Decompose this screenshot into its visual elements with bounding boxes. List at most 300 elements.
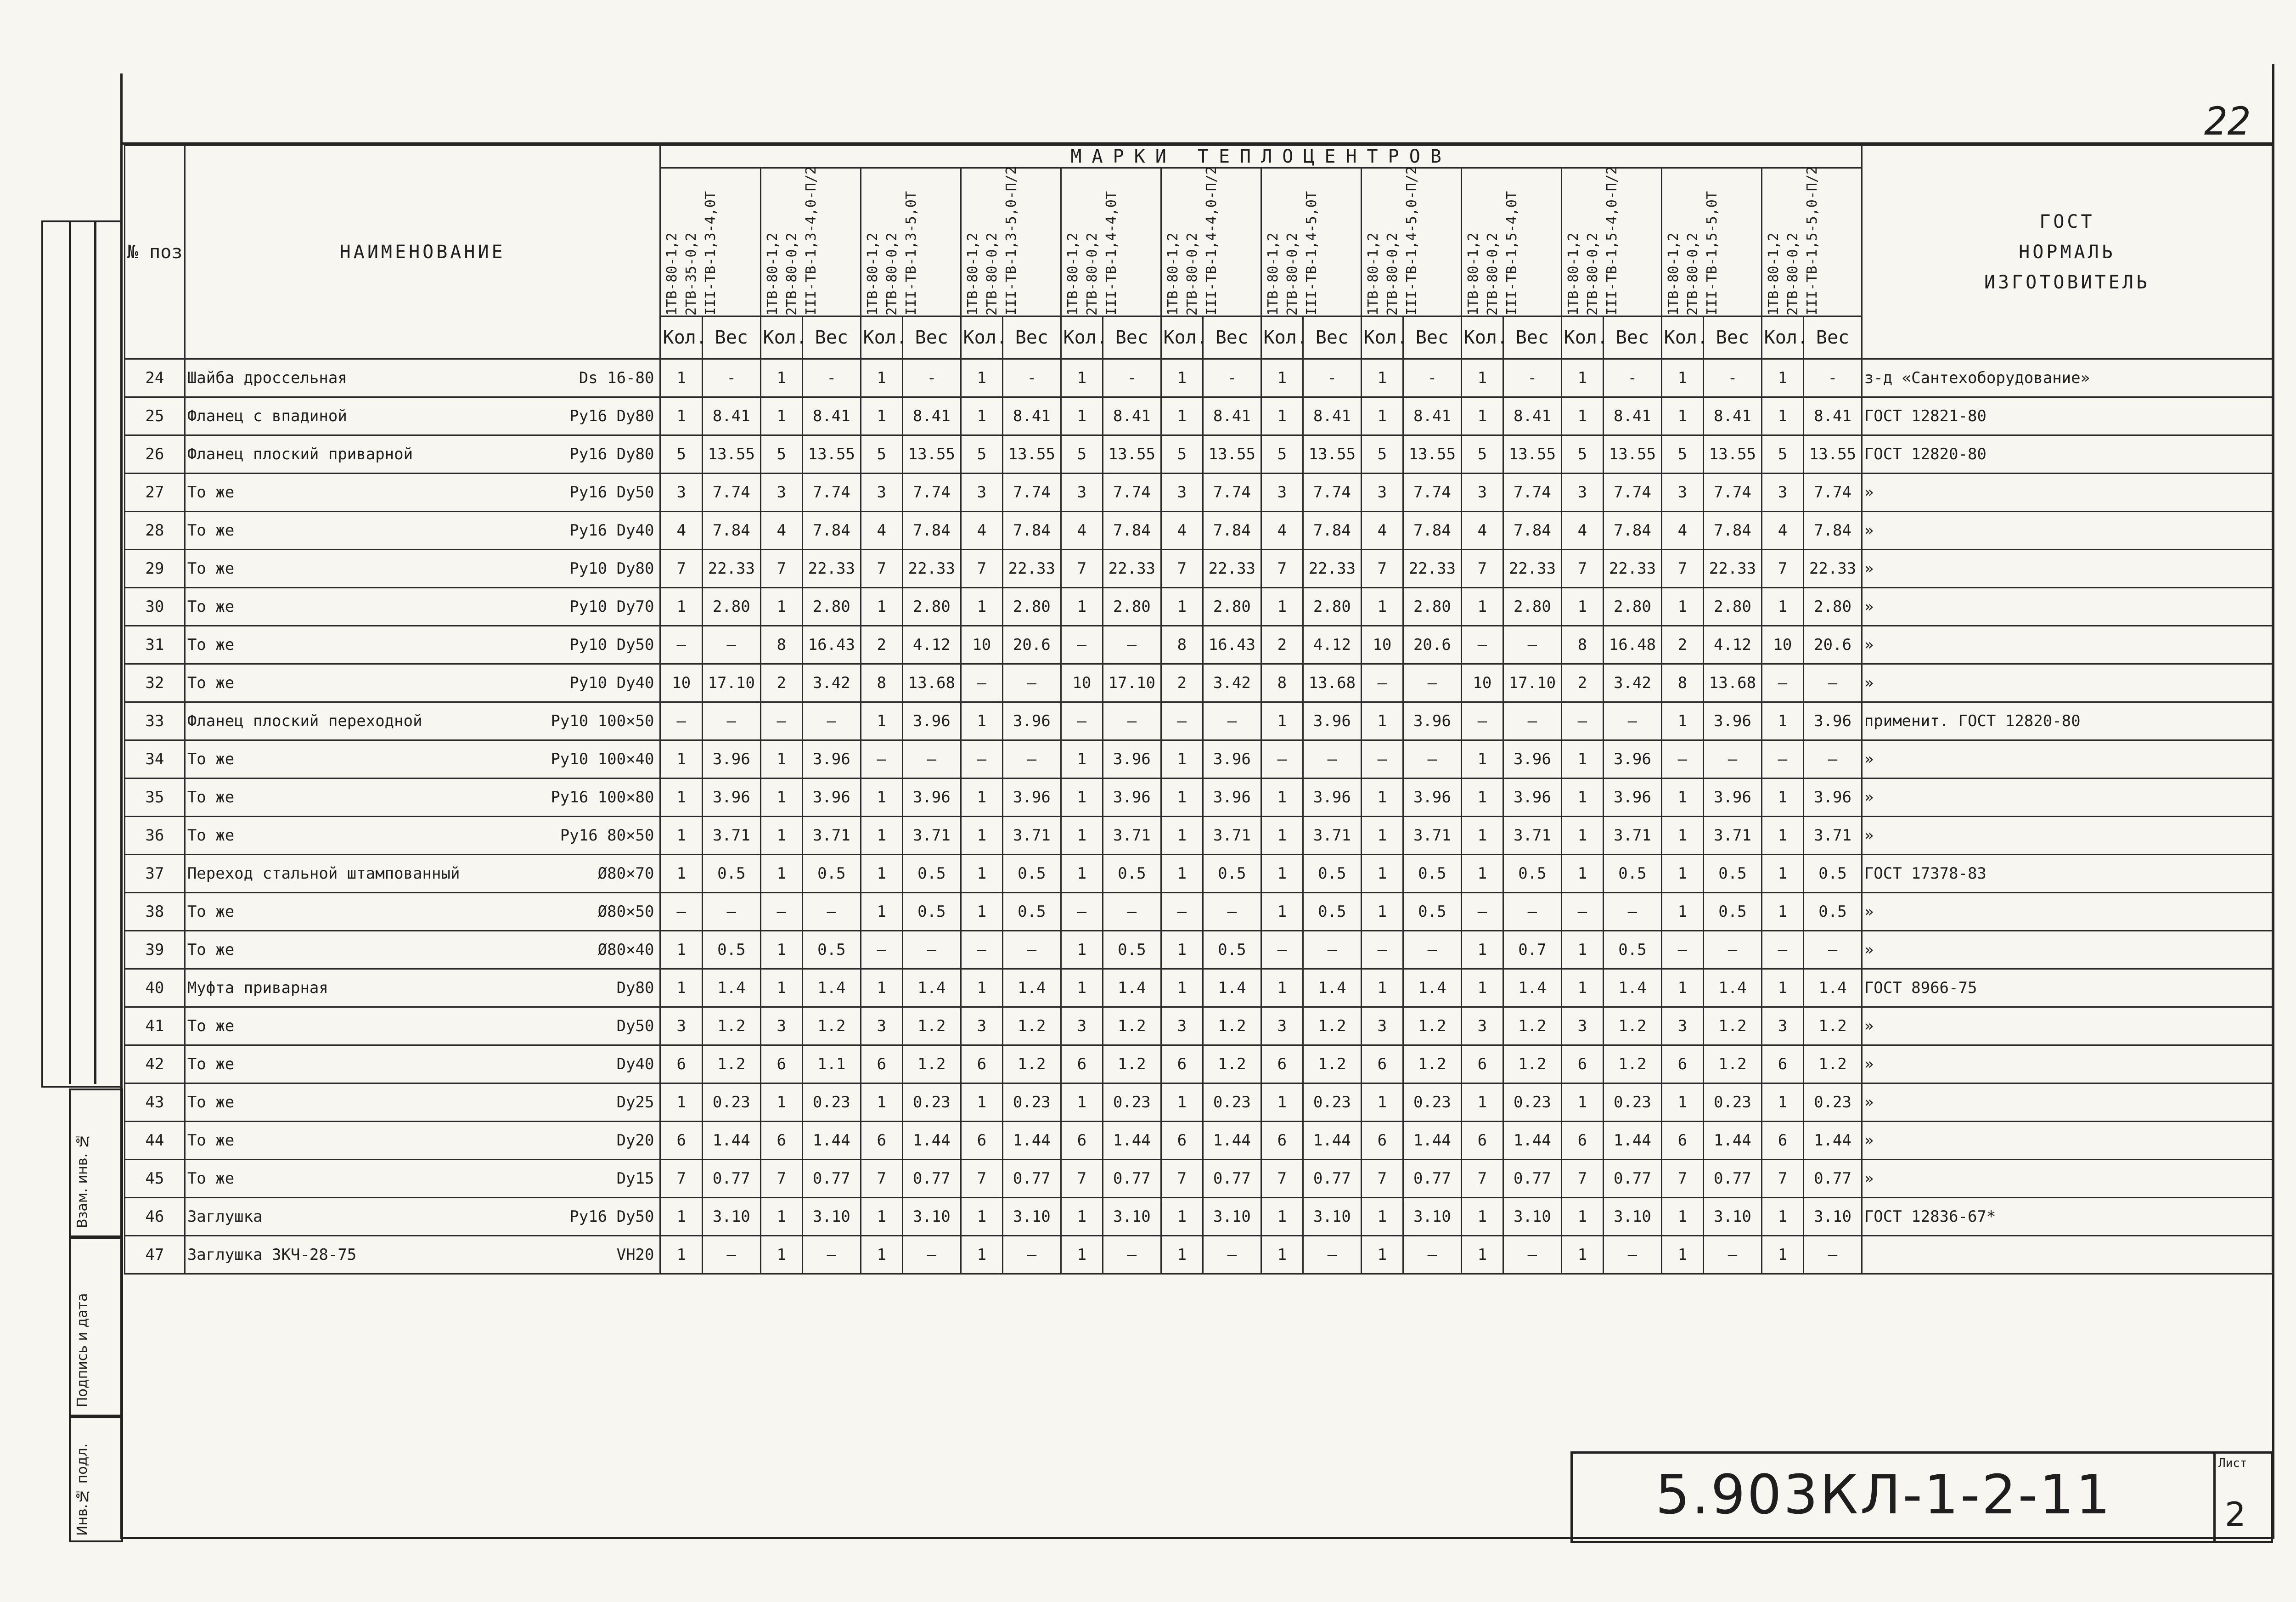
weight-cell: — xyxy=(703,893,760,931)
header-qty: Кол. xyxy=(660,316,703,359)
row-name-cell xyxy=(185,1122,660,1160)
header-mark-column xyxy=(1261,168,1361,316)
weight-cell: 0.5 xyxy=(1804,855,1862,893)
weight-cell: 3.42 xyxy=(1604,664,1661,702)
row-position-number: 40 xyxy=(125,969,185,1007)
weight-cell: 0.23 xyxy=(1604,1083,1661,1122)
qty-cell: 1 xyxy=(1161,359,1203,397)
weight-cell: 8.41 xyxy=(703,397,760,435)
mark-label: III-ТВ-1,5-4,0-П/2 xyxy=(1604,166,1620,316)
qty-cell: 7 xyxy=(961,1160,1003,1198)
weight-cell: 1.2 xyxy=(1003,1045,1061,1083)
weight-cell: 3.96 xyxy=(1604,740,1661,778)
weight-cell: 0.77 xyxy=(1103,1160,1161,1198)
weight-cell: 1.2 xyxy=(803,1007,861,1045)
qty-cell: 1 xyxy=(660,588,703,626)
weight-cell: 3.96 xyxy=(803,740,861,778)
header-mark-column xyxy=(1561,168,1661,316)
qty-cell: 7 xyxy=(861,550,903,588)
weight-cell: 1.2 xyxy=(1503,1007,1561,1045)
weight-cell: 7.84 xyxy=(1403,512,1461,550)
weight-cell: 0.5 xyxy=(1704,855,1761,893)
qty-cell: 6 xyxy=(760,1122,803,1160)
header-qty: Кол. xyxy=(961,316,1003,359)
qty-cell: 1 xyxy=(1461,359,1503,397)
mark-label: 1ТВ-80-1,2 xyxy=(664,232,681,316)
weight-cell: — xyxy=(1103,702,1161,740)
weight-cell: 1.44 xyxy=(1403,1122,1461,1160)
weight-cell: 0.23 xyxy=(703,1083,760,1122)
sheet-box xyxy=(2213,1454,2271,1541)
weight-cell: 1.4 xyxy=(1303,969,1361,1007)
header-weight: Вес xyxy=(703,316,760,359)
table-row xyxy=(125,931,2273,969)
row-name: То же xyxy=(187,521,235,540)
row-name: То же xyxy=(187,826,235,845)
row-spec: Dy20 xyxy=(616,1131,654,1150)
qty-cell: — xyxy=(1461,893,1503,931)
qty-cell: 4 xyxy=(861,512,903,550)
weight-cell: - xyxy=(1804,359,1862,397)
qty-cell: 10 xyxy=(1361,626,1403,664)
qty-cell: 7 xyxy=(1361,1160,1403,1198)
qty-cell: — xyxy=(1361,740,1403,778)
qty-cell: 1 xyxy=(1061,817,1103,855)
qty-cell: 1 xyxy=(1061,1236,1103,1274)
row-spec: Dy15 xyxy=(616,1169,654,1188)
qty-cell: 1 xyxy=(1161,931,1203,969)
weight-cell: 0.77 xyxy=(1403,1160,1461,1198)
qty-cell: 1 xyxy=(1061,740,1103,778)
qty-cell: — xyxy=(760,702,803,740)
qty-cell: 6 xyxy=(760,1045,803,1083)
qty-cell: 1 xyxy=(1361,397,1403,435)
weight-cell: 0.5 xyxy=(1103,855,1161,893)
row-name-cell xyxy=(185,1007,660,1045)
row-position-number: 33 xyxy=(125,702,185,740)
weight-cell: 1.4 xyxy=(1203,969,1261,1007)
qty-cell: 1 xyxy=(961,359,1003,397)
table-row xyxy=(125,969,2273,1007)
weight-cell: 8.41 xyxy=(903,397,961,435)
header-qty: Кол. xyxy=(1361,316,1403,359)
qty-cell: 1 xyxy=(961,702,1003,740)
qty-cell: 3 xyxy=(1261,1007,1303,1045)
qty-cell: 1 xyxy=(861,893,903,931)
qty-cell: 7 xyxy=(1261,550,1303,588)
weight-cell: 3.10 xyxy=(1804,1198,1862,1236)
weight-cell: — xyxy=(703,626,760,664)
qty-cell: 1 xyxy=(1661,397,1704,435)
qty-cell: 1 xyxy=(961,855,1003,893)
weight-cell: 2.80 xyxy=(703,588,760,626)
row-position-number: 28 xyxy=(125,512,185,550)
mark-label-stack xyxy=(963,166,1025,316)
qty-cell: 1 xyxy=(1361,778,1403,817)
weight-cell: 22.33 xyxy=(1303,550,1361,588)
row-gost: ГОСТ 17378-83 xyxy=(1862,855,2272,893)
qty-cell: 1 xyxy=(1261,817,1303,855)
row-name: То же xyxy=(187,1055,235,1073)
qty-cell: 1 xyxy=(861,359,903,397)
table-row xyxy=(125,359,2273,397)
weight-cell: 13.68 xyxy=(1704,664,1761,702)
qty-cell: 1 xyxy=(1461,969,1503,1007)
header-weight: Вес xyxy=(1604,316,1661,359)
weight-cell: — xyxy=(1303,740,1361,778)
qty-cell: 3 xyxy=(1761,1007,1804,1045)
qty-cell: 2 xyxy=(1661,626,1704,664)
weight-cell: 3.71 xyxy=(1203,817,1261,855)
row-gost: » xyxy=(1862,931,2272,969)
weight-cell: 3.96 xyxy=(1203,740,1261,778)
document-code: 5.903КЛ-1-2-11 xyxy=(1655,1463,2112,1526)
header-qty: Кол. xyxy=(1561,316,1604,359)
weight-cell: - xyxy=(1704,359,1761,397)
weight-cell: 1.2 xyxy=(1704,1007,1761,1045)
qty-cell: 5 xyxy=(660,435,703,474)
weight-cell: 8.41 xyxy=(1203,397,1261,435)
row-spec: Ø80×70 xyxy=(597,864,654,883)
specification-body xyxy=(125,359,2273,1312)
weight-cell: 0.23 xyxy=(1503,1083,1561,1122)
qty-cell: 3 xyxy=(1161,474,1203,512)
row-spec: Py10 100×50 xyxy=(551,712,654,730)
header-weight: Вес xyxy=(803,316,861,359)
table-row xyxy=(125,550,2273,588)
header-gost-line: НОРМАЛЬ xyxy=(2019,242,2116,263)
weight-cell: 7.84 xyxy=(1503,512,1561,550)
weight-cell: 3.71 xyxy=(703,817,760,855)
weight-cell: — xyxy=(1303,931,1361,969)
row-position-number: 34 xyxy=(125,740,185,778)
weight-cell: 13.55 xyxy=(1403,435,1461,474)
mark-label: 2ТВ-80-0,2 xyxy=(1684,232,1701,316)
qty-cell: — xyxy=(660,626,703,664)
header-weight: Вес xyxy=(1704,316,1761,359)
weight-cell: 3.10 xyxy=(1704,1198,1761,1236)
row-name-cell xyxy=(185,1198,660,1236)
weight-cell: 1.4 xyxy=(803,969,861,1007)
table-row xyxy=(125,664,2273,702)
weight-cell: 13.55 xyxy=(1003,435,1061,474)
row-name-cell xyxy=(185,474,660,512)
row-spec: Py16 Dy80 xyxy=(569,445,654,463)
qty-cell: 10 xyxy=(1061,664,1103,702)
qty-cell: — xyxy=(1161,893,1203,931)
weight-cell: - xyxy=(1203,359,1261,397)
weight-cell: 8.41 xyxy=(803,397,861,435)
weight-cell: 1.44 xyxy=(1203,1122,1261,1160)
row-gost: » xyxy=(1862,626,2272,664)
qty-cell: 3 xyxy=(861,474,903,512)
weight-cell: — xyxy=(1503,626,1561,664)
row-name: То же xyxy=(187,1169,235,1188)
weight-cell: 16.48 xyxy=(1604,626,1661,664)
qty-cell: 1 xyxy=(760,969,803,1007)
margin-stub-divider-2 xyxy=(94,220,96,1084)
weight-cell: 0.5 xyxy=(1303,893,1361,931)
weight-cell: 22.33 xyxy=(1003,550,1061,588)
qty-cell: 6 xyxy=(1461,1122,1503,1160)
weight-cell: 1.2 xyxy=(1804,1045,1862,1083)
table-row xyxy=(125,588,2273,626)
qty-cell: 1 xyxy=(1761,588,1804,626)
mark-label: III-ТВ-1,5-5,0-П/2 xyxy=(1804,166,1820,316)
row-name: То же xyxy=(187,750,235,768)
qty-cell: 1 xyxy=(1661,359,1704,397)
mark-label: 1ТВ-80-1,2 xyxy=(764,232,781,316)
weight-cell: 1.4 xyxy=(1003,969,1061,1007)
weight-cell: — xyxy=(1203,893,1261,931)
qty-cell: 7 xyxy=(760,550,803,588)
row-spec: Ds 16-80 xyxy=(579,369,654,387)
mark-label-stack xyxy=(863,178,925,316)
weight-cell: 8.41 xyxy=(1003,397,1061,435)
qty-cell: 3 xyxy=(660,1007,703,1045)
qty-cell: 6 xyxy=(1061,1045,1103,1083)
header-qty: Кол. xyxy=(1661,316,1704,359)
weight-cell: 3.71 xyxy=(803,817,861,855)
row-gost: » xyxy=(1862,1122,2272,1160)
mark-label: 1ТВ-80-1,2 xyxy=(864,232,881,316)
page-number: 22 xyxy=(2204,99,2251,144)
weight-cell: 1.1 xyxy=(803,1045,861,1083)
qty-cell: 2 xyxy=(861,626,903,664)
qty-cell: 6 xyxy=(1161,1122,1203,1160)
header-weight: Вес xyxy=(1203,316,1261,359)
weight-cell: 3.96 xyxy=(1804,778,1862,817)
qty-cell: 1 xyxy=(1661,855,1704,893)
weight-cell: 3.10 xyxy=(803,1198,861,1236)
qty-cell: — xyxy=(961,740,1003,778)
qty-cell: 3 xyxy=(1161,1007,1203,1045)
row-gost: » xyxy=(1862,550,2272,588)
qty-cell: 1 xyxy=(1461,588,1503,626)
weight-cell: 0.23 xyxy=(1203,1083,1261,1122)
weight-cell: 13.68 xyxy=(903,664,961,702)
qty-cell: 6 xyxy=(1061,1122,1103,1160)
qty-cell: 7 xyxy=(1161,1160,1203,1198)
row-gost: » xyxy=(1862,474,2272,512)
qty-cell: 1 xyxy=(1261,893,1303,931)
weight-cell: 3.10 xyxy=(1403,1198,1461,1236)
weight-cell: 22.33 xyxy=(1203,550,1261,588)
qty-cell: 3 xyxy=(1261,474,1303,512)
qty-cell: 7 xyxy=(1261,1160,1303,1198)
weight-cell: 3.71 xyxy=(1003,817,1061,855)
qty-cell: 6 xyxy=(1161,1045,1203,1083)
qty-cell: 8 xyxy=(1661,664,1704,702)
qty-cell: 1 xyxy=(1261,588,1303,626)
weight-cell: 0.23 xyxy=(1103,1083,1161,1122)
row-position-number: 46 xyxy=(125,1198,185,1236)
weight-cell: 1.4 xyxy=(1604,969,1661,1007)
row-spec: Py16 Dy80 xyxy=(569,407,654,425)
row-name: Муфта приварная xyxy=(187,979,328,997)
mark-label-stack xyxy=(1664,178,1726,316)
qty-cell: 1 xyxy=(660,1083,703,1122)
qty-cell: 1 xyxy=(1461,855,1503,893)
qty-cell: 1 xyxy=(1461,397,1503,435)
weight-cell: 1.4 xyxy=(1503,969,1561,1007)
weight-cell: — xyxy=(1003,740,1061,778)
qty-cell: 7 xyxy=(1161,550,1203,588)
qty-cell: 1 xyxy=(1561,740,1604,778)
weight-cell: 0.5 xyxy=(1403,893,1461,931)
header-mark-column xyxy=(1361,168,1461,316)
row-name: То же xyxy=(187,483,235,502)
weight-cell: 0.5 xyxy=(1403,855,1461,893)
qty-cell: 1 xyxy=(1561,969,1604,1007)
mark-label: 1ТВ-80-1,2 xyxy=(1365,232,1381,316)
weight-cell: 7.74 xyxy=(1704,474,1761,512)
header-qty: Кол. xyxy=(1761,316,1804,359)
qty-cell: 5 xyxy=(861,435,903,474)
row-spec: Py10 Dy50 xyxy=(569,636,654,654)
qty-cell: 1 xyxy=(961,817,1003,855)
row-spec: Ø80×50 xyxy=(597,903,654,921)
weight-cell: 20.6 xyxy=(1804,626,1862,664)
weight-cell: 7.74 xyxy=(1303,474,1361,512)
weight-cell: — xyxy=(1503,702,1561,740)
weight-cell: 0.77 xyxy=(1003,1160,1061,1198)
row-name: То же xyxy=(187,636,235,654)
weight-cell: 3.96 xyxy=(903,778,961,817)
qty-cell: — xyxy=(1361,664,1403,702)
qty-cell: 1 xyxy=(1161,778,1203,817)
row-spec: Dy50 xyxy=(616,1017,654,1035)
qty-cell: 7 xyxy=(1061,1160,1103,1198)
weight-cell: 7.84 xyxy=(703,512,760,550)
row-spec: VH20 xyxy=(616,1246,654,1264)
table-row xyxy=(125,740,2273,778)
weight-cell: 2.80 xyxy=(903,588,961,626)
row-name-cell xyxy=(185,740,660,778)
weight-cell: 7.84 xyxy=(1804,512,1862,550)
qty-cell: 6 xyxy=(1461,1045,1503,1083)
weight-cell: — xyxy=(803,1236,861,1274)
weight-cell: — xyxy=(1804,664,1862,702)
row-gost: з-д «Сантехоборудование» xyxy=(1862,359,2272,397)
header-mark-column xyxy=(1061,168,1161,316)
qty-cell: — xyxy=(1061,893,1103,931)
row-name-cell xyxy=(185,397,660,435)
qty-cell: 5 xyxy=(760,435,803,474)
row-gost: » xyxy=(1862,588,2272,626)
row-position-number: 27 xyxy=(125,474,185,512)
title-block-stamp xyxy=(1570,1451,2273,1543)
weight-cell: 7.84 xyxy=(1103,512,1161,550)
margin-label-sign-date: Подпись и дата xyxy=(74,1293,90,1407)
weight-cell: 20.6 xyxy=(1403,626,1461,664)
weight-cell: 3.10 xyxy=(1103,1198,1161,1236)
weight-cell: 0.23 xyxy=(1003,1083,1061,1122)
weight-cell: 3.96 xyxy=(703,778,760,817)
row-spec: Py16 Dy40 xyxy=(569,521,654,540)
qty-cell: 7 xyxy=(1761,1160,1804,1198)
qty-cell: 3 xyxy=(660,474,703,512)
weight-cell: 13.55 xyxy=(803,435,861,474)
mark-label: 1ТВ-80-1,2 xyxy=(964,232,981,316)
header-mark-column xyxy=(1461,168,1561,316)
weight-cell: — xyxy=(1303,1236,1361,1274)
qty-cell: 1 xyxy=(760,397,803,435)
weight-cell: 1.44 xyxy=(803,1122,861,1160)
mark-label: 1ТВ-80-1,2 xyxy=(1265,232,1281,316)
qty-cell: 1 xyxy=(861,778,903,817)
qty-cell: 1 xyxy=(1161,855,1203,893)
weight-cell: 3.71 xyxy=(1704,817,1761,855)
qty-cell: 1 xyxy=(1061,855,1103,893)
mark-label: III-ТВ-1,4-5,0Т xyxy=(1303,191,1320,316)
weight-cell: 2.80 xyxy=(1103,588,1161,626)
qty-cell: 2 xyxy=(1261,626,1303,664)
weight-cell: — xyxy=(803,702,861,740)
qty-cell: 1 xyxy=(1661,893,1704,931)
row-position-number: 41 xyxy=(125,1007,185,1045)
weight-cell: 1.2 xyxy=(1003,1007,1061,1045)
qty-cell: 1 xyxy=(660,778,703,817)
qty-cell: — xyxy=(961,931,1003,969)
header-marks-group: МАРКИ ТЕПЛОЦЕНТРОВ xyxy=(660,146,1862,168)
header-weight: Вес xyxy=(1003,316,1061,359)
row-name-cell xyxy=(185,435,660,474)
weight-cell: — xyxy=(1103,626,1161,664)
weight-cell: 8.41 xyxy=(1403,397,1461,435)
qty-cell: — xyxy=(1761,931,1804,969)
row-name-cell xyxy=(185,626,660,664)
qty-cell: 1 xyxy=(1761,1083,1804,1122)
qty-cell: — xyxy=(1361,931,1403,969)
qty-cell: 1 xyxy=(861,1083,903,1122)
weight-cell: 0.5 xyxy=(1103,931,1161,969)
qty-cell: 1 xyxy=(1561,778,1604,817)
weight-cell: 13.55 xyxy=(1303,435,1361,474)
header-qty: Кол. xyxy=(1461,316,1503,359)
weight-cell: — xyxy=(1003,931,1061,969)
weight-cell: — xyxy=(1203,1236,1261,1274)
qty-cell: 1 xyxy=(1661,702,1704,740)
qty-cell: — xyxy=(1561,893,1604,931)
weight-cell: 3.96 xyxy=(1804,702,1862,740)
qty-cell: 1 xyxy=(1661,778,1704,817)
qty-cell: 1 xyxy=(1261,778,1303,817)
mark-label-stack xyxy=(1364,166,1425,316)
mark-label: 1ТВ-80-1,2 xyxy=(1565,232,1581,316)
row-name: То же xyxy=(187,674,235,692)
row-name-cell xyxy=(185,1160,660,1198)
qty-cell: 1 xyxy=(1261,702,1303,740)
row-gost: ГОСТ 12836-67* xyxy=(1862,1198,2272,1236)
qty-cell: 1 xyxy=(1461,1236,1503,1274)
qty-cell: 1 xyxy=(1461,931,1503,969)
weight-cell: 1.2 xyxy=(1503,1045,1561,1083)
mark-label: III-ТВ-1,3-4,0Т xyxy=(703,191,719,316)
weight-cell: 1.2 xyxy=(1103,1045,1161,1083)
qty-cell: 1 xyxy=(760,740,803,778)
weight-cell: 3.10 xyxy=(1003,1198,1061,1236)
table-row xyxy=(125,1236,2273,1274)
weight-cell: 0.5 xyxy=(1704,893,1761,931)
margin-label-replace-inv: Взам. инв. № xyxy=(74,1133,90,1228)
qty-cell: 7 xyxy=(1361,550,1403,588)
weight-cell: 1.44 xyxy=(1604,1122,1661,1160)
sheet-number: 2 xyxy=(2225,1495,2246,1534)
weight-cell: 7.74 xyxy=(1103,474,1161,512)
header-mark-column xyxy=(1161,168,1261,316)
margin-block-sign xyxy=(69,1235,123,1418)
